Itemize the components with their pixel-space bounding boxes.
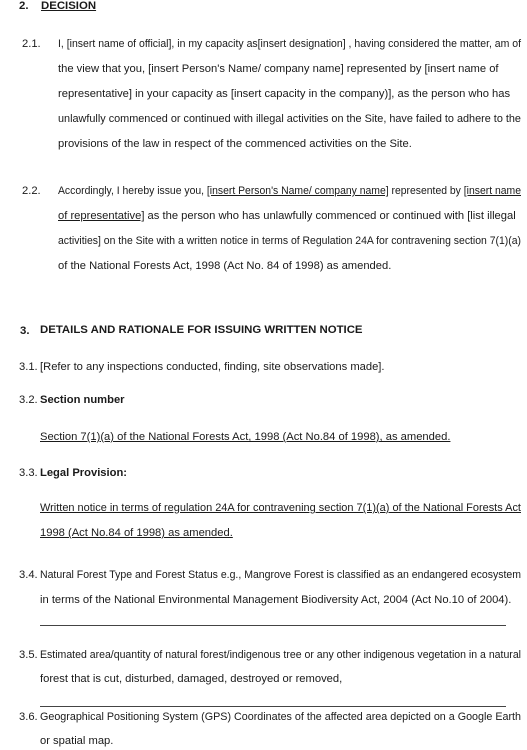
paragraph-2-1-line: provisions of the law in respect of the commenced activities on the Site. — [58, 138, 412, 150]
item-3-3-label: Legal Provision: — [40, 467, 128, 479]
item-3-6-line: or spatial map. — [40, 735, 114, 747]
section-2-title: DECISION — [41, 0, 97, 12]
paragraph-2-1-line: unlawfully commenced or continued with illegal activities on the Site, have failed to adhere to the — [58, 113, 521, 125]
item-3-3-value-line: Written notice in terms of regulation 24A for contravening section 7(1)(a) of the National Forests Act — [40, 502, 521, 514]
paragraph-2-1-line: the view that you, [insert Person's Name/ company name] represented by [insert name of — [58, 63, 499, 75]
paragraph-2-2-text: as the person who has unlawfully commenced or continued with [list illegal — [144, 210, 516, 222]
item-3-4-blank-line[interactable] — [40, 625, 506, 626]
paragraph-2-1-number: 2.1. — [22, 38, 41, 50]
section-3-number: 3. — [20, 325, 30, 337]
item-3-2-number: 3.2. — [19, 394, 38, 406]
paragraph-2-2-text: Accordingly, I hereby issue you, — [58, 185, 207, 197]
item-3-6-number: 3.6. — [19, 711, 38, 723]
paragraph-2-2-text: represented by — [388, 185, 464, 197]
item-3-2-value: Section 7(1)(a) of the National Forests Act, 1998 (Act No.84 of 1998), as amended. — [40, 431, 451, 443]
item-3-1-text: [Refer to any inspections conducted, finding, site observations made]. — [40, 361, 385, 373]
item-3-3-number: 3.3. — [19, 467, 38, 479]
item-3-5-line: Estimated area/quantity of natural forest/indigenous tree or any other indigenous vegetation in a natural — [40, 649, 522, 661]
item-3-5-line: forest that is cut, disturbed, damaged, destroyed or removed, — [40, 673, 343, 685]
item-3-5-blank-line[interactable] — [40, 706, 506, 707]
paragraph-2-2-line-3: activities] on the Site with a written notice in terms of Regulation 24A for contravening section 7(1)(a) — [58, 235, 522, 247]
person-name-placeholder: [insert Person's Name/ company name] — [206, 185, 389, 197]
paragraph-2-2-line-1 — [58, 186, 521, 197]
item-3-3-value-line: 1998 (Act No.84 of 1998) as amended. — [40, 527, 233, 539]
paragraph-2-2-line-2 — [58, 211, 516, 222]
paragraph-2-2-number: 2.2. — [22, 185, 41, 197]
item-3-2-label: Section number — [40, 394, 125, 406]
item-3-5-number: 3.5. — [19, 649, 38, 661]
item-3-6-line: Geographical Positioning System (GPS) Coordinates of the affected area depicted on a Google Earth — [40, 711, 522, 723]
paragraph-2-2-line-4: of the National Forests Act, 1998 (Act No. 84 of 1998) as amended. — [58, 260, 392, 272]
item-3-4-line: in terms of the National Environmental Management Biodiversity Act, 2004 (Act No.10 of 2004). — [40, 594, 512, 606]
paragraph-2-1-line: I, [insert name of official], in my capacity as[insert designation] , having considered the matter, am of — [58, 38, 522, 50]
section-2-number: 2. — [19, 0, 29, 12]
item-3-1-number: 3.1. — [19, 361, 38, 373]
representative-name-placeholder: of representative] — [58, 210, 145, 222]
item-3-4-line: Natural Forest Type and Forest Status e.g., Mangrove Forest is classified as an endangered ecosystem — [40, 569, 522, 581]
item-3-4-number: 3.4. — [19, 569, 38, 581]
section-3-title: DETAILS AND RATIONALE FOR ISSUING WRITTEN NOTICE — [40, 324, 363, 336]
paragraph-2-1-line: representative] in your capacity as [insert capacity in the company)], as the person who has — [58, 88, 511, 100]
representative-name-placeholder: [insert name — [463, 185, 522, 197]
